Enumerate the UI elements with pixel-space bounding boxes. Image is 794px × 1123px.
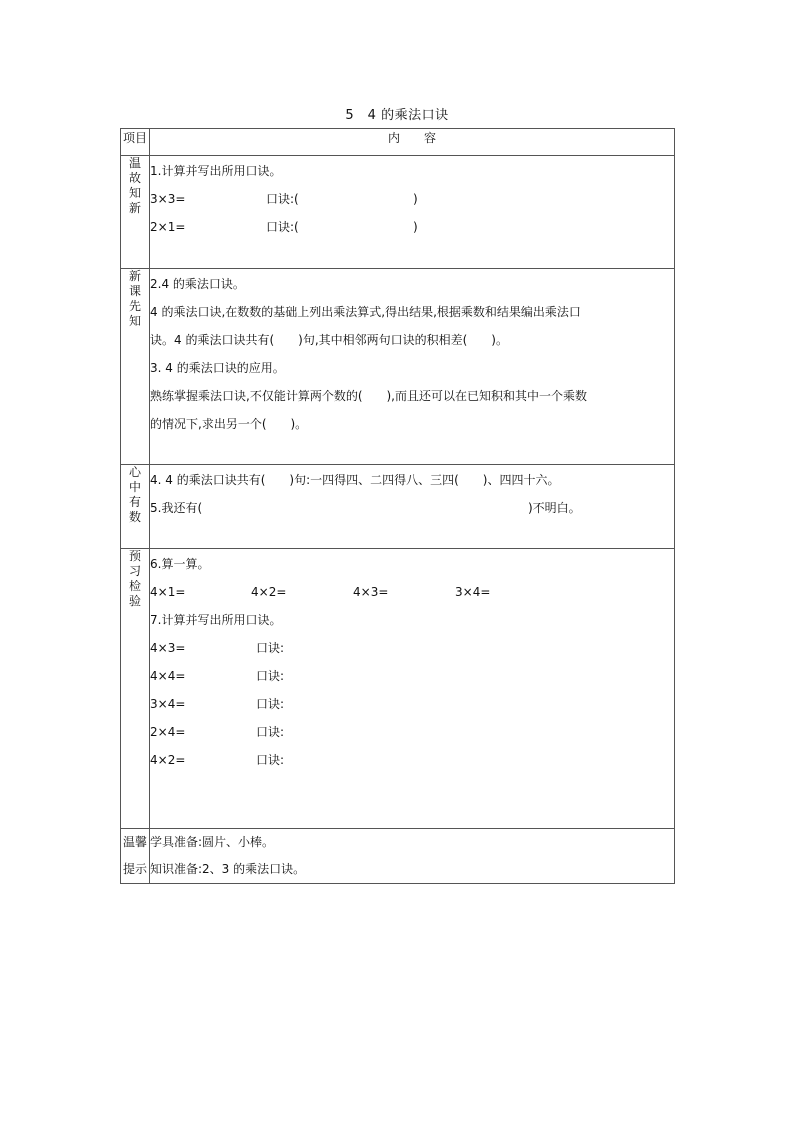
mind-label: 心中有数	[128, 465, 141, 524]
question-1: 1.计算并写出所用口诀。	[150, 164, 282, 178]
review-label: 温故知新	[128, 156, 141, 215]
question-5-start: 5.我还有(	[150, 501, 203, 515]
check-expr: 2×4=	[150, 725, 186, 739]
review-label-cell	[121, 156, 150, 269]
tips-label-cell	[121, 829, 150, 884]
mind-label-cell	[121, 465, 150, 549]
check-expr: 4×3=	[150, 641, 186, 655]
koujue-label: 口诀:(	[266, 220, 299, 234]
koujue-label: 口诀:	[256, 641, 285, 655]
paragraph-line: 的情况下,求出另一个( )。	[150, 417, 308, 431]
koujue-label: 口诀:	[256, 669, 285, 683]
preview-content	[150, 269, 675, 465]
tips-line: 知识准备:2、3 的乘法口诀。	[150, 862, 306, 876]
review-content	[150, 156, 675, 269]
koujue-label: 口诀:	[256, 725, 285, 739]
review-expr: 2×1=	[150, 220, 186, 234]
preview-section	[121, 269, 675, 465]
calc-item: 4×2=	[251, 585, 287, 599]
tips-content	[150, 829, 675, 884]
paragraph-line: 熟练掌握乘法口诀,不仅能计算两个数的( ),而且还可以在已知积和其中一个乘数	[150, 389, 587, 403]
header-content: 内 容	[150, 129, 675, 156]
question-7: 7.计算并写出所用口诀。	[150, 613, 282, 627]
review-section	[121, 156, 675, 269]
question-5-end: )不明白。	[528, 501, 581, 515]
paragraph-line: 4 的乘法口诀,在数数的基础上列出乘法算式,得出结果,根据乘数和结果编出乘法口	[150, 305, 581, 319]
calc-item: 4×3=	[353, 585, 389, 599]
koujue-label: 口诀:	[256, 753, 285, 767]
tips-line: 学具准备:圆片、小棒。	[150, 835, 275, 849]
question-6: 6.算一算。	[150, 557, 210, 571]
paragraph-line: 诀。4 的乘法口诀共有( )句,其中相邻两句口诀的积相差( )。	[150, 333, 508, 347]
tips-section	[121, 829, 675, 884]
check-label-cell	[121, 549, 150, 829]
koujue-label: 口诀:(	[266, 192, 299, 206]
check-expr: 4×4=	[150, 669, 186, 683]
header-item: 项目	[121, 129, 150, 156]
page-title: 5 4 的乘法口诀	[345, 108, 449, 123]
check-row	[150, 718, 674, 746]
question-4: 4. 4 的乘法口诀共有( )句:一四得四、二四得八、三四( )、四四十六。	[150, 473, 560, 487]
question-5	[150, 494, 674, 522]
close-paren: )	[413, 220, 418, 234]
check-row	[150, 634, 674, 662]
check-section	[121, 549, 675, 829]
check-row	[150, 662, 674, 690]
header-row	[121, 129, 675, 156]
check-label: 预习检验	[128, 549, 141, 608]
mind-content	[150, 465, 675, 549]
check-expr: 3×4=	[150, 697, 186, 711]
koujue-label: 口诀:	[256, 697, 285, 711]
calc-item: 4×1=	[150, 585, 186, 599]
calc-row	[150, 578, 674, 606]
review-row	[150, 185, 674, 213]
check-expr: 4×2=	[150, 753, 186, 767]
tips-label-line1: 温馨	[122, 835, 147, 849]
check-row	[150, 690, 674, 718]
question-3: 3. 4 的乘法口诀的应用。	[150, 361, 285, 375]
calc-item: 3×4=	[455, 585, 491, 599]
preview-label: 新课先知	[128, 269, 141, 328]
worksheet-table	[120, 128, 675, 884]
mind-section	[121, 465, 675, 549]
review-row	[150, 213, 674, 241]
tips-label-line2: 提示	[122, 862, 147, 876]
close-paren: )	[413, 192, 418, 206]
question-2: 2.4 的乘法口诀。	[150, 277, 245, 291]
check-row	[150, 746, 674, 774]
check-content	[150, 549, 675, 829]
review-expr: 3×3=	[150, 192, 186, 206]
preview-label-cell	[121, 269, 150, 465]
